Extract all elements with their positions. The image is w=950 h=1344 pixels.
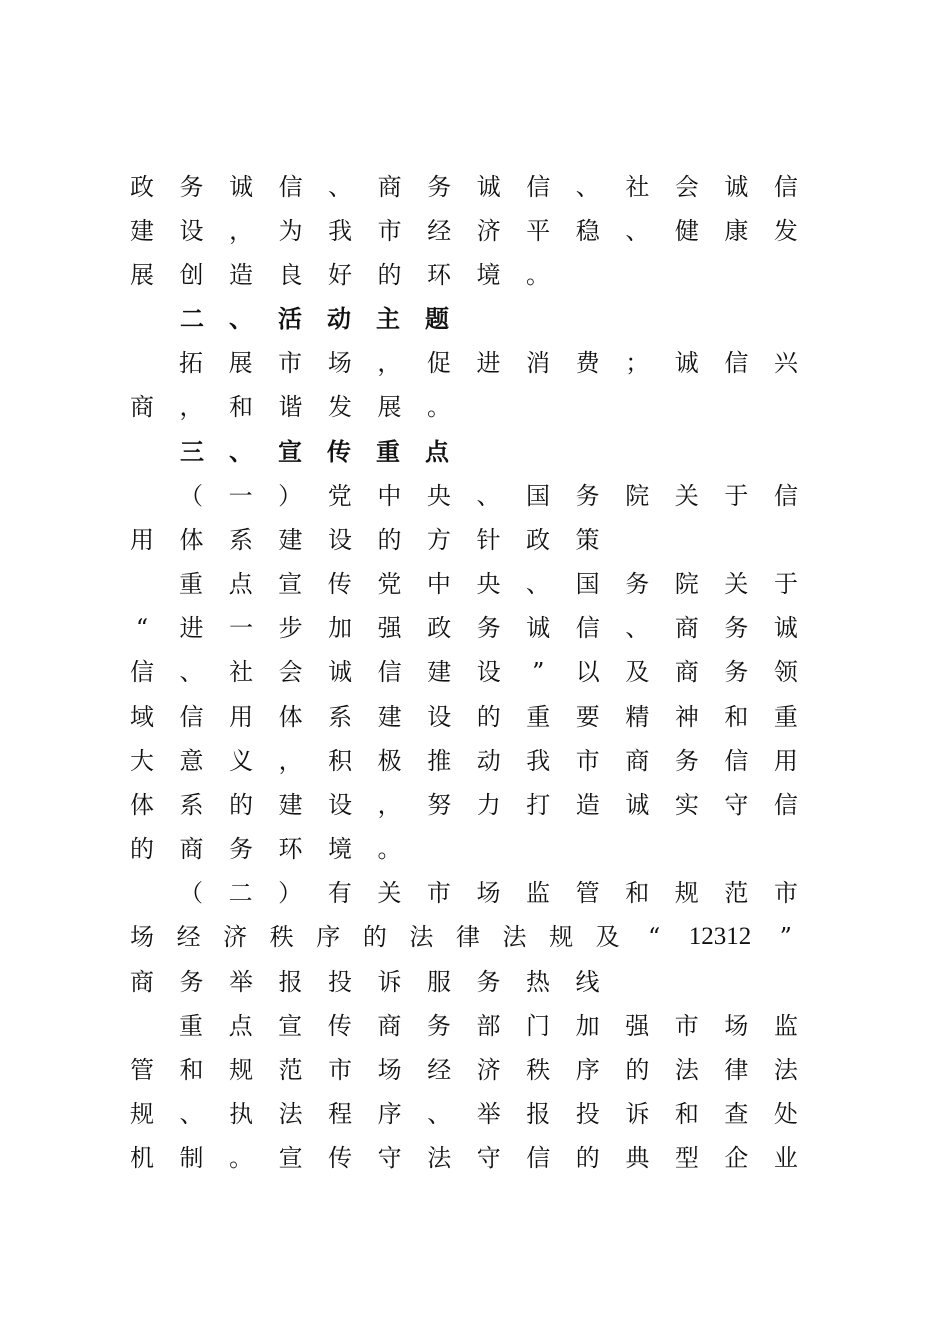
glyph: 诚 xyxy=(625,791,650,819)
glyph: 报 xyxy=(526,1100,551,1128)
glyph: 兴 xyxy=(773,349,798,377)
glyph: 展 xyxy=(377,393,402,421)
glyph: 推 xyxy=(427,747,452,775)
glyph: 党 xyxy=(327,482,352,510)
glyph: 国 xyxy=(575,570,600,598)
glyph: 关 xyxy=(724,570,749,598)
glyph: 用 xyxy=(229,703,254,731)
glyph: 重 xyxy=(179,570,203,598)
glyph: 设 xyxy=(179,217,204,245)
glyph: 我 xyxy=(526,747,551,775)
glyph: 、 xyxy=(427,1100,452,1128)
glyph: 有 xyxy=(327,879,352,907)
glyph: （ xyxy=(179,879,203,907)
glyph: 传 xyxy=(328,1144,353,1172)
text-line xyxy=(130,834,798,864)
glyph: 、 xyxy=(328,173,353,201)
glyph: 报 xyxy=(278,968,303,996)
glyph: 造 xyxy=(575,791,600,819)
glyph: 法 xyxy=(427,1144,452,1172)
glyph: 设 xyxy=(476,658,501,686)
glyph: ； xyxy=(625,349,650,377)
glyph: 济 xyxy=(223,923,248,951)
glyph: 健 xyxy=(674,217,699,245)
glyph: 务 xyxy=(674,747,699,775)
glyph: 序 xyxy=(575,1056,600,1084)
glyph: 举 xyxy=(476,1100,501,1128)
glyph: 宣 xyxy=(278,1012,303,1040)
glyph: 市 xyxy=(426,879,451,907)
glyph: 务 xyxy=(427,173,452,201)
glyph: 监 xyxy=(526,879,551,907)
glyph: 于 xyxy=(724,482,749,510)
glyph: 实 xyxy=(674,791,699,819)
glyph: 市 xyxy=(328,1056,353,1084)
glyph: 和 xyxy=(179,1056,204,1084)
glyph: 宣 xyxy=(278,1144,303,1172)
glyph: 国 xyxy=(526,482,551,510)
glyph: 步 xyxy=(278,614,303,642)
glyph: 力 xyxy=(476,791,501,819)
glyph: 及 xyxy=(625,658,650,686)
glyph: 一 xyxy=(228,482,253,510)
glyph: 央 xyxy=(426,482,451,510)
glyph: 中 xyxy=(426,570,451,598)
glyph: 中 xyxy=(377,482,402,510)
glyph: 济 xyxy=(476,1056,501,1084)
glyph: 造 xyxy=(229,261,253,289)
glyph: 经 xyxy=(427,217,452,245)
glyph: 场 xyxy=(327,349,352,377)
text-line xyxy=(130,1055,798,1085)
text-line xyxy=(130,790,798,820)
glyph: 点 xyxy=(228,570,253,598)
glyph: 法 xyxy=(278,1100,303,1128)
subsection-heading xyxy=(130,922,798,952)
glyph: 的 xyxy=(476,703,501,731)
glyph: 信 xyxy=(773,791,798,819)
glyph: 型 xyxy=(674,1144,699,1172)
glyph: 和 xyxy=(724,703,749,731)
glyph: 建 xyxy=(130,217,154,245)
glyph: 会 xyxy=(674,173,699,201)
glyph: 律 xyxy=(724,1056,749,1084)
glyph: 信 xyxy=(724,349,749,377)
glyph: 、 xyxy=(476,482,501,510)
glyph: 市 xyxy=(773,879,798,907)
glyph: 域 xyxy=(130,703,154,731)
glyph: 务 xyxy=(724,658,749,686)
glyph: 商 xyxy=(625,747,650,775)
glyph: ， xyxy=(377,791,402,819)
glyph: 进 xyxy=(179,614,204,642)
glyph: 信 xyxy=(526,1144,551,1172)
glyph: 12312 xyxy=(688,923,752,950)
glyph: ， xyxy=(229,217,254,245)
glyph: 信 xyxy=(526,173,551,201)
text-line xyxy=(130,392,798,422)
glyph: 诚 xyxy=(724,173,749,201)
glyph: 体 xyxy=(179,526,204,554)
glyph: 动 xyxy=(327,304,351,333)
glyph: 务 xyxy=(426,1012,451,1040)
text-line xyxy=(130,1099,798,1129)
glyph: 市 xyxy=(377,217,402,245)
glyph: 举 xyxy=(229,968,253,996)
glyph: 环 xyxy=(278,835,303,863)
glyph: 诚 xyxy=(328,658,353,686)
glyph: 政 xyxy=(427,614,452,642)
glyph: 好 xyxy=(328,261,352,289)
glyph: 信 xyxy=(773,482,798,510)
glyph: 体 xyxy=(278,703,303,731)
glyph: 社 xyxy=(229,658,254,686)
glyph: 守 xyxy=(476,1144,501,1172)
glyph: 加 xyxy=(328,614,353,642)
subsection-heading xyxy=(179,878,798,908)
glyph: 守 xyxy=(724,791,749,819)
glyph: 典 xyxy=(625,1144,650,1172)
text-line xyxy=(179,348,798,378)
glyph: 执 xyxy=(229,1100,254,1128)
glyph: 意 xyxy=(179,747,204,775)
glyph: 商 xyxy=(674,658,699,686)
glyph: 要 xyxy=(575,703,600,731)
glyph: 热 xyxy=(526,968,550,996)
glyph: 加 xyxy=(575,1012,600,1040)
glyph: 商 xyxy=(674,614,699,642)
glyph: 一 xyxy=(229,614,254,642)
glyph: 规 xyxy=(229,1056,254,1084)
glyph: 守 xyxy=(377,1144,402,1172)
glyph: 。 xyxy=(229,1144,254,1172)
glyph: 活 xyxy=(278,304,302,333)
glyph: 规 xyxy=(549,923,574,951)
glyph: 场 xyxy=(476,879,501,907)
glyph: 境 xyxy=(328,835,352,863)
glyph: 打 xyxy=(526,791,551,819)
glyph: 商 xyxy=(377,173,402,201)
glyph: 的 xyxy=(575,1144,600,1172)
glyph: 秩 xyxy=(526,1056,551,1084)
glyph: 发 xyxy=(328,393,352,421)
glyph: 信 xyxy=(130,658,154,686)
glyph: 传 xyxy=(327,570,352,598)
glyph: 拓 xyxy=(179,349,203,377)
glyph: 法 xyxy=(773,1056,798,1084)
glyph: 诚 xyxy=(476,173,501,201)
glyph: 范 xyxy=(724,879,749,907)
glyph: 序 xyxy=(377,1100,402,1128)
text-line xyxy=(130,260,798,290)
glyph: 的 xyxy=(229,791,254,819)
glyph: ， xyxy=(377,349,402,377)
text-line xyxy=(130,746,798,776)
glyph: 关 xyxy=(377,879,402,907)
glyph: 监 xyxy=(773,1012,798,1040)
glyph: 展 xyxy=(130,261,154,289)
glyph: 市 xyxy=(278,349,303,377)
glyph: 宣 xyxy=(278,570,303,598)
glyph: 。 xyxy=(526,261,550,289)
glyph: 创 xyxy=(179,261,204,289)
glyph: 的 xyxy=(377,261,402,289)
glyph: 会 xyxy=(278,658,303,686)
glyph: 康 xyxy=(724,217,749,245)
glyph: 的 xyxy=(130,835,154,863)
glyph: 务 xyxy=(476,614,501,642)
glyph: ” xyxy=(779,923,792,951)
glyph: 费 xyxy=(575,349,600,377)
glyph: 务 xyxy=(179,968,204,996)
glyph: 义 xyxy=(229,747,254,775)
glyph: 管 xyxy=(130,1056,154,1084)
glyph: 范 xyxy=(278,1056,303,1084)
glyph: 政 xyxy=(526,526,550,554)
glyph: 、 xyxy=(229,437,253,466)
glyph: 、 xyxy=(625,614,650,642)
text-line xyxy=(130,702,798,732)
text-line xyxy=(130,216,798,246)
glyph: 经 xyxy=(176,923,201,951)
glyph: 和 xyxy=(674,1100,699,1128)
text-line xyxy=(130,657,798,687)
glyph: 发 xyxy=(773,217,798,245)
glyph: 方 xyxy=(427,526,451,554)
glyph: 诚 xyxy=(773,614,798,642)
glyph: 建 xyxy=(377,703,402,731)
glyph: 和 xyxy=(625,879,650,907)
glyph: 场 xyxy=(377,1056,402,1084)
subsection-heading xyxy=(130,967,798,997)
glyph: 为 xyxy=(278,217,303,245)
text-line xyxy=(179,569,798,599)
glyph: 重 xyxy=(526,703,551,731)
glyph: 系 xyxy=(328,703,353,731)
glyph: 信 xyxy=(179,703,204,731)
glyph: 管 xyxy=(575,879,600,907)
glyph: 大 xyxy=(130,747,154,775)
glyph: 序 xyxy=(316,923,341,951)
glyph: 题 xyxy=(425,304,449,333)
glyph: 规 xyxy=(130,1100,154,1128)
section-heading xyxy=(179,437,798,467)
glyph: 商 xyxy=(130,968,154,996)
glyph: ） xyxy=(278,482,303,510)
glyph: 系 xyxy=(179,791,204,819)
glyph: 业 xyxy=(773,1144,798,1172)
glyph: “ xyxy=(135,614,149,642)
glyph: 秩 xyxy=(269,923,294,951)
glyph: 信 xyxy=(724,747,749,775)
glyph: ， xyxy=(278,747,303,775)
glyph: 、 xyxy=(575,173,600,201)
glyph: 努 xyxy=(427,791,452,819)
glyph: 济 xyxy=(476,217,501,245)
glyph: 用 xyxy=(773,747,798,775)
glyph: 社 xyxy=(625,173,650,201)
glyph: 以 xyxy=(575,658,600,686)
glyph: 服 xyxy=(427,968,451,996)
glyph: ， xyxy=(179,393,204,421)
glyph: 市 xyxy=(575,747,600,775)
section-heading xyxy=(179,304,798,334)
glyph: 律 xyxy=(455,923,480,951)
glyph: 、 xyxy=(229,304,253,333)
glyph: 诚 xyxy=(229,173,254,201)
glyph: 系 xyxy=(229,526,253,554)
subsection-heading xyxy=(130,525,798,555)
glyph: 务 xyxy=(476,968,501,996)
glyph: 查 xyxy=(724,1100,749,1128)
glyph: 。 xyxy=(377,835,402,863)
glyph: 领 xyxy=(773,658,798,686)
glyph: 场 xyxy=(724,1012,749,1040)
glyph: 传 xyxy=(327,1012,352,1040)
glyph: 关 xyxy=(674,482,699,510)
subsection-heading xyxy=(179,481,798,511)
glyph: 主 xyxy=(376,304,400,333)
glyph: 务 xyxy=(575,482,600,510)
glyph: 二 xyxy=(180,304,204,333)
glyph: 重 xyxy=(179,1012,203,1040)
glyph: 诉 xyxy=(377,968,402,996)
glyph: 程 xyxy=(328,1100,353,1128)
glyph: 诉 xyxy=(625,1100,650,1128)
glyph: 信 xyxy=(575,614,600,642)
glyph: ） xyxy=(278,879,303,907)
glyph: 务 xyxy=(179,173,204,201)
glyph: 门 xyxy=(526,1012,551,1040)
glyph: 二 xyxy=(228,879,253,907)
glyph: 及 xyxy=(595,923,620,951)
glyph: 重 xyxy=(376,437,400,466)
glyph: 的 xyxy=(362,923,387,951)
glyph: 神 xyxy=(674,703,699,731)
glyph: 针 xyxy=(476,526,501,554)
glyph: 重 xyxy=(773,703,798,731)
glyph: 建 xyxy=(278,526,303,554)
glyph: 设 xyxy=(328,526,352,554)
glyph: 央 xyxy=(476,570,501,598)
glyph: 积 xyxy=(328,747,353,775)
glyph: 消 xyxy=(526,349,551,377)
glyph: “ xyxy=(648,923,661,951)
glyph: 建 xyxy=(427,658,452,686)
glyph: 谐 xyxy=(278,393,303,421)
glyph: 进 xyxy=(476,349,501,377)
glyph: 务 xyxy=(724,614,749,642)
glyph: 传 xyxy=(327,437,351,466)
glyph: 、 xyxy=(526,570,551,598)
glyph: 用 xyxy=(130,526,154,554)
glyph: 极 xyxy=(377,747,402,775)
glyph: 宣 xyxy=(278,437,302,466)
glyph: 投 xyxy=(575,1100,600,1128)
glyph: 建 xyxy=(278,791,303,819)
glyph: 党 xyxy=(377,570,402,598)
glyph: 商 xyxy=(179,835,204,863)
glyph: 促 xyxy=(426,349,451,377)
glyph: 务 xyxy=(229,835,253,863)
glyph: 于 xyxy=(773,570,798,598)
glyph: 设 xyxy=(427,703,452,731)
glyph: 信 xyxy=(278,173,303,201)
glyph: 投 xyxy=(328,968,352,996)
glyph: 场 xyxy=(130,923,154,951)
glyph: 处 xyxy=(773,1100,798,1128)
glyph: 环 xyxy=(427,261,451,289)
glyph: ” xyxy=(532,658,545,686)
glyph: 动 xyxy=(476,747,501,775)
glyph: 、 xyxy=(625,217,650,245)
glyph: 市 xyxy=(674,1012,699,1040)
glyph: 精 xyxy=(625,703,650,731)
text-line xyxy=(179,1011,798,1041)
glyph: 策 xyxy=(575,526,600,554)
glyph: 点 xyxy=(425,437,449,466)
text-line xyxy=(130,172,798,202)
glyph: 三 xyxy=(180,437,204,466)
glyph: 务 xyxy=(625,570,650,598)
glyph: 制 xyxy=(179,1144,204,1172)
glyph: 诚 xyxy=(674,349,699,377)
glyph: 法 xyxy=(674,1056,699,1084)
glyph: 企 xyxy=(724,1144,749,1172)
glyph: 机 xyxy=(130,1144,154,1172)
glyph: 信 xyxy=(773,173,798,201)
glyph: 法 xyxy=(409,923,434,951)
glyph: 良 xyxy=(278,261,303,289)
glyph: 部 xyxy=(476,1012,501,1040)
glyph: 、 xyxy=(179,658,204,686)
glyph: 设 xyxy=(328,791,353,819)
glyph: 政 xyxy=(130,173,154,201)
glyph: 商 xyxy=(377,1012,402,1040)
glyph: 平 xyxy=(526,217,551,245)
glyph: 稳 xyxy=(575,217,600,245)
glyph: 的 xyxy=(625,1056,650,1084)
glyph: 和 xyxy=(229,393,253,421)
glyph: 、 xyxy=(179,1100,204,1128)
glyph: 诚 xyxy=(526,614,551,642)
glyph: 经 xyxy=(427,1056,452,1084)
glyph: 强 xyxy=(625,1012,650,1040)
glyph: 强 xyxy=(377,614,402,642)
glyph: 商 xyxy=(130,393,154,421)
glyph: 院 xyxy=(674,570,699,598)
glyph: 线 xyxy=(575,968,600,996)
glyph: 信 xyxy=(377,658,402,686)
glyph: 点 xyxy=(228,1012,253,1040)
glyph: 展 xyxy=(228,349,253,377)
glyph: 的 xyxy=(377,526,402,554)
glyph: 院 xyxy=(625,482,650,510)
text-line xyxy=(130,1143,798,1173)
glyph: 体 xyxy=(130,791,154,819)
glyph: （ xyxy=(179,482,203,510)
glyph: 法 xyxy=(502,923,527,951)
glyph: 我 xyxy=(328,217,353,245)
glyph: 。 xyxy=(427,393,451,421)
text-line xyxy=(130,613,798,643)
glyph: 规 xyxy=(674,879,699,907)
glyph: 境 xyxy=(476,261,501,289)
